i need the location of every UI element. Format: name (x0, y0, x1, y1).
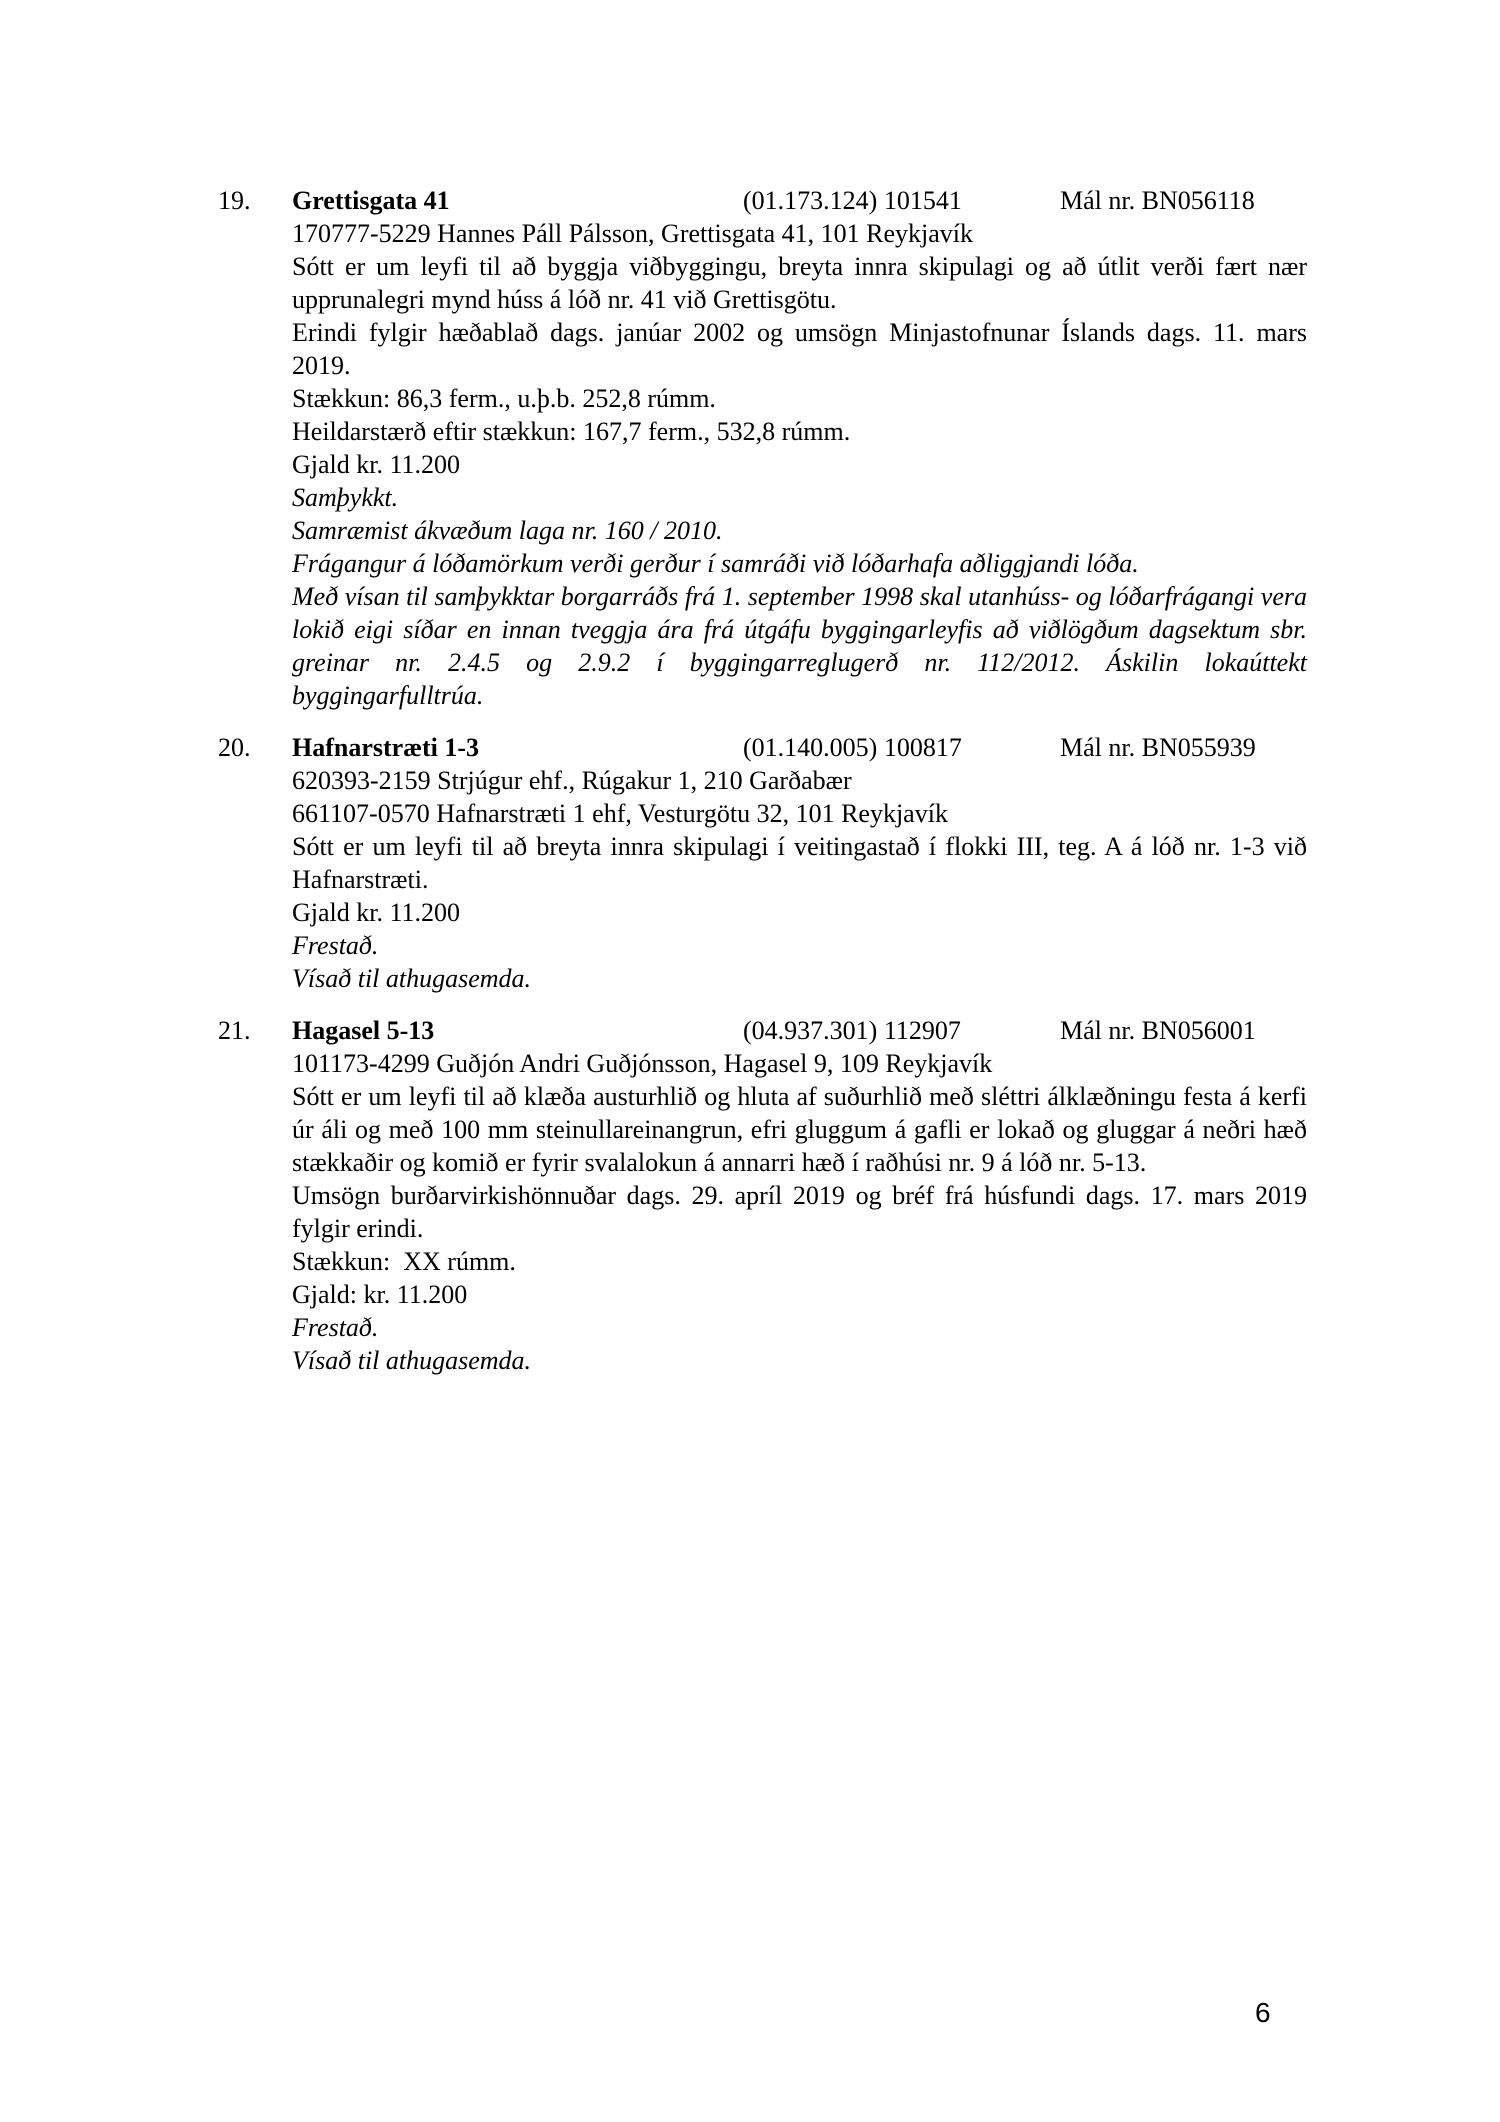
case-title: Grettisgata 41 (292, 186, 450, 215)
case-number: 20. (218, 733, 251, 762)
case-item-21 (218, 1014, 1314, 1377)
case-site-ref: (04.937.301) 112907 (743, 1016, 961, 1045)
case-body (292, 764, 1314, 995)
referral-line: Vísað til athugasemda. (292, 964, 532, 993)
application-text: Sótt er um leyfi til að klæða austurhlið og hluta af suðurhlið með sléttri álklæðningu festa á kerfi úr áli og með 100 mm steinullareinangrun, efri gluggum á gafli er lokað og gluggar á neðri hæð stækkaðir og komið er fyrir svalalokun á annarri hæð í raðhúsi nr. 9 á lóð nr. 5-13. (292, 1082, 1314, 1177)
owner-line: 620393-2159 Strjúgur ehf., Rúgakur 1, 210 Garðabær (292, 766, 852, 795)
case-ref: Mál nr. BN055939 (1060, 733, 1256, 762)
case-number: 21. (218, 1016, 251, 1045)
case-site-ref: (01.140.005) 100817 (743, 733, 962, 762)
case-header (218, 1014, 1307, 1047)
size-line: Stækkun: XX rúmm. (292, 1247, 516, 1276)
owner-line: 170777-5229 Hannes Páll Pálsson, Grettisgata 41, 101 Reykjavík (292, 219, 973, 248)
size-line: Stækkun: 86,3 ferm., u.þ.b. 252,8 rúmm. (292, 384, 716, 413)
case-header (218, 731, 1307, 764)
attachment-text: Erindi fylgir hæðablað dags. janúar 2002 og umsögn Minjastofnunar Íslands dags. 11. mars 2019. (292, 318, 1314, 380)
minutes-content (218, 184, 1314, 1377)
attachment-text: Umsögn burðarvirkishönnuðar dags. 29. apríl 2019 og bréf frá húsfundi dags. 17. mars 2019 fylgir erindi. (292, 1181, 1314, 1243)
fee-line: Gjald: kr. 11.200 (292, 1280, 468, 1309)
condition-paragraph: Með vísan til samþykktar borgarráðs frá 1. september 1998 skal utanhúss- og lóðarfrágangi vera lokið eigi síðar en innan tveggja ára frá útgáfu byggingarleyfis að viðlögðum dagsektum sbr. greinar nr. 2.4.5 og 2.9.2 í byggingarreglugerð nr. 112/2012. Áskilin lokaúttekt byggingarfulltrúa. (292, 582, 1314, 710)
decision-line: Frestað. (292, 931, 379, 960)
case-item-20 (218, 731, 1314, 995)
case-item-19 (218, 184, 1314, 712)
case-site-ref: (01.173.124) 101541 (743, 186, 962, 215)
case-body (292, 217, 1314, 712)
owner-line: 101173-4299 Guðjón Andri Guðjónsson, Hagasel 9, 109 Reykjavík (292, 1049, 993, 1078)
total-size-line: Heildarstærð eftir stækkun: 167,7 ferm., 532,8 rúmm. (292, 417, 851, 446)
decision-line: Samþykkt. (292, 483, 399, 512)
fee-line: Gjald kr. 11.200 (292, 450, 461, 479)
application-text: Sótt er um leyfi til að byggja viðbyggingu, breyta innra skipulagi og að útlit verði fært nær upprunalegri mynd húss á lóð nr. 41 við Grettisgötu. (292, 252, 1314, 314)
case-header (218, 184, 1307, 217)
case-title: Hagasel 5-13 (292, 1016, 435, 1045)
case-title: Hafnarstræti 1-3 (292, 733, 480, 762)
referral-line: Vísað til athugasemda. (292, 1346, 532, 1375)
decision-line: Frestað. (292, 1313, 379, 1342)
conformity-line: Samræmist ákvæðum laga nr. 160 / 2010. (292, 516, 723, 545)
case-body (292, 1047, 1314, 1377)
condition-line: Frágangur á lóðamörkum verði gerður í samráði við lóðarhafa aðliggjandi lóða. (292, 549, 1139, 578)
case-number: 19. (218, 186, 251, 215)
case-ref: Mál nr. BN056118 (1060, 186, 1255, 215)
case-ref: Mál nr. BN056001 (1060, 1016, 1256, 1045)
application-text: Sótt er um leyfi til að breyta innra skipulagi í veitingastað í flokki III, teg. A á lóð nr. 1-3 við Hafnarstræti. (292, 832, 1314, 894)
page-number: 6 (1255, 1997, 1271, 2028)
fee-line: Gjald kr. 11.200 (292, 898, 461, 927)
owner-line: 661107-0570 Hafnarstræti 1 ehf, Vesturgötu 32, 101 Reykjavík (292, 799, 948, 828)
